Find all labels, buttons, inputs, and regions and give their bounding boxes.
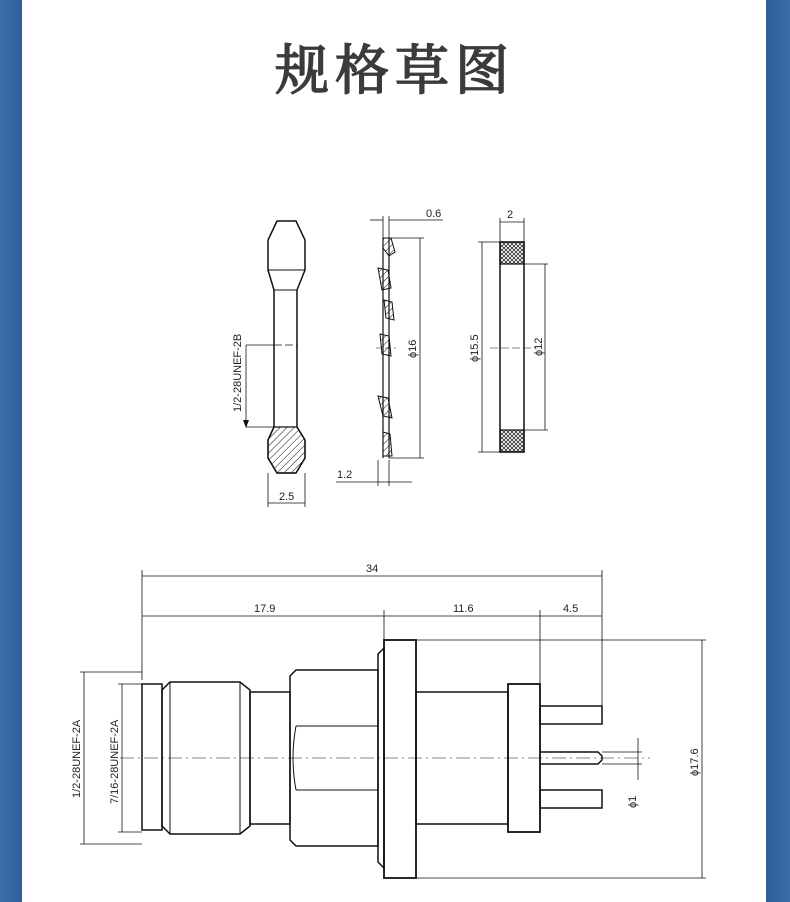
- inner-thread-label: 7/16-28UNEF-2A: [109, 719, 121, 804]
- washer-height-label: 1.2: [337, 469, 353, 481]
- outer-thread-label: 1/2-28UNEF-2A: [71, 719, 83, 798]
- lock-washer-view: [336, 216, 443, 486]
- pin-dia-label: ϕ1: [627, 795, 639, 808]
- nut-width-label: 2.5: [279, 491, 295, 503]
- nut-thread-label: 1/2-28UNEF-2B: [232, 333, 244, 412]
- washer-dia-label: ϕ16: [407, 339, 419, 358]
- oring-thickness-label: 2: [507, 209, 514, 221]
- left-length-label: 17.9: [254, 603, 276, 615]
- oring-inner-label: ϕ12: [533, 337, 545, 356]
- mid-length-label: 11.6: [453, 603, 474, 615]
- washer-thickness-label: 0.6: [426, 208, 442, 220]
- page-title: 规格草图: [275, 39, 515, 102]
- overall-length-label: 34: [366, 563, 379, 575]
- pin-length-label: 4.5: [563, 603, 579, 615]
- connector-main-view: [80, 570, 706, 878]
- flange-dia-label: ϕ17.6: [689, 748, 701, 776]
- oring-outer-label: ϕ15.5: [469, 334, 481, 362]
- oring-view: [478, 218, 548, 452]
- hex-nut-view: [243, 221, 305, 507]
